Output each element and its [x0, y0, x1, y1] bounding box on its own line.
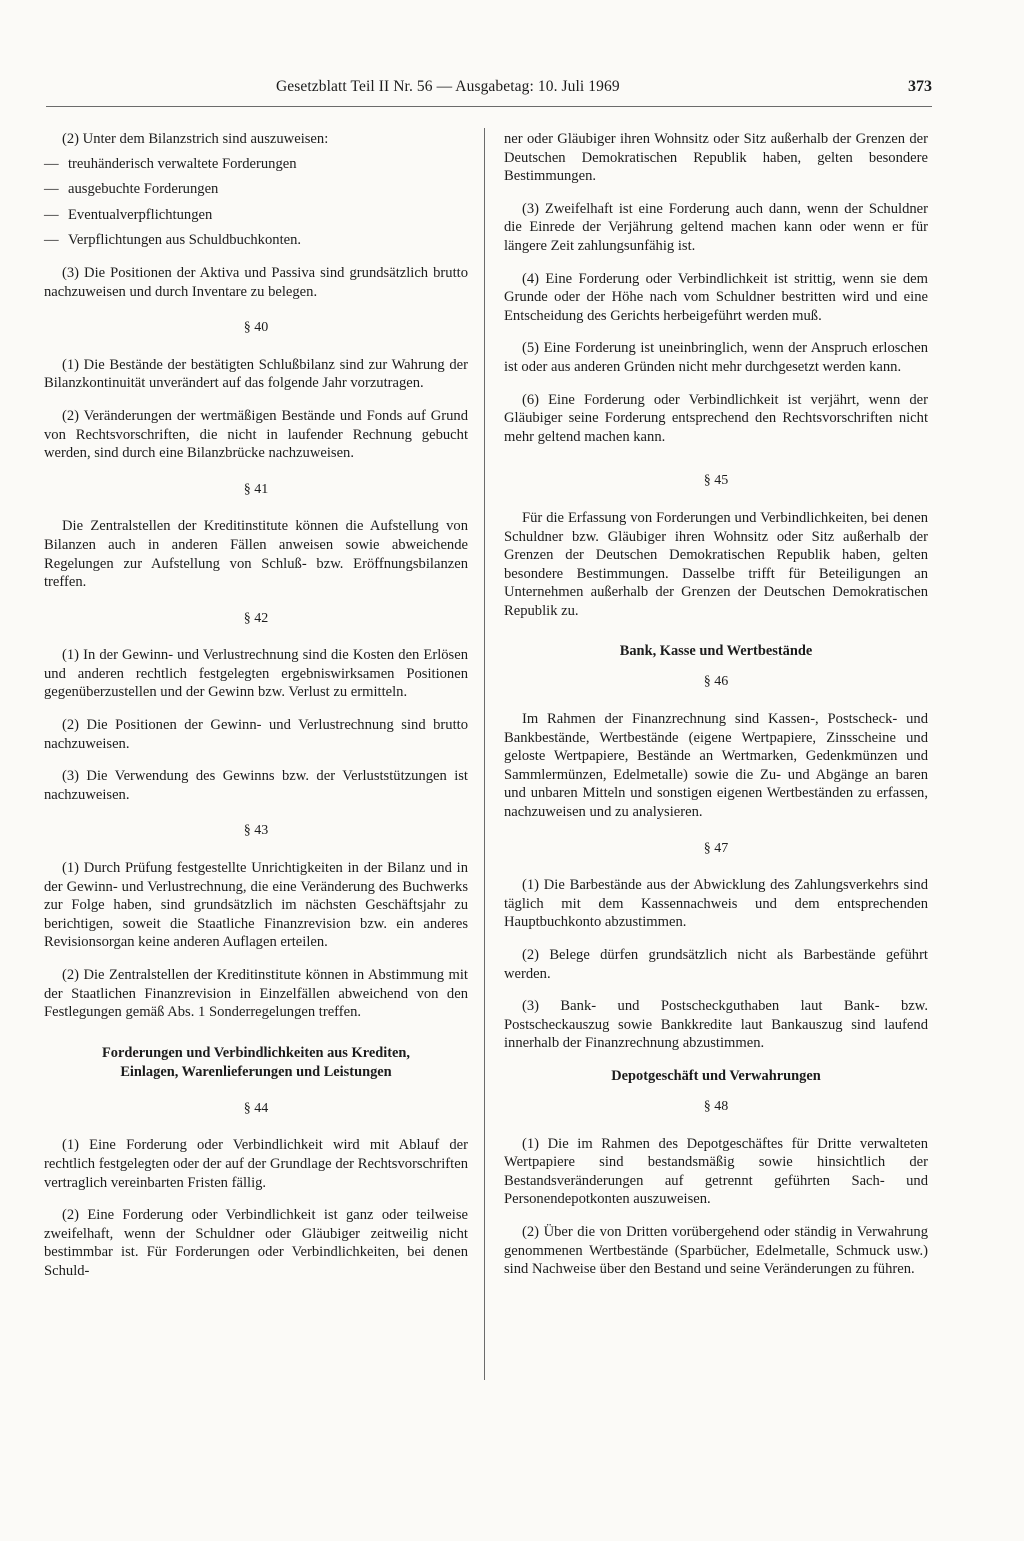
heading-line: Forderungen und Verbindlichkeiten aus Krediten, [102, 1044, 410, 1061]
section-number: § 45 [703, 473, 729, 489]
paragraph: ner oder Gläubiger ihren Wohnsitz oder Sitz außerhalb der Grenzen der Deutschen Demokratischen Republik haben, gelten besondere Bestimmungen. [504, 131, 928, 185]
section-number: § 43 [243, 823, 269, 839]
left-column [44, 130, 468, 1295]
dash-list [44, 155, 468, 250]
list-item: — Eventualverpflichtungen [44, 206, 468, 225]
paragraph: (5) Eine Forderung ist uneinbringlich, wenn der Anspruch erloschen ist oder aus anderen Gründen nicht mehr durchgesetzt werden kann. [504, 340, 928, 375]
paragraph: (1) Eine Forderung oder Verbindlichkeit wird mit Ablauf der rechtlich festgelegten oder der auf der Grundlage der Rechtsvorschriften vertraglich vereinbarten Fristen fällig. [44, 1137, 468, 1191]
section-number: § 40 [243, 320, 269, 336]
paragraph: (2) Die Zentralstellen der Kreditinstitute können in Abstimmung mit der Staatlichen Finanzrevision in Einzelfällen abweichend von den Festlegungen gemäß Abs. 1 Sonderregelungen treffen. [44, 967, 468, 1021]
paragraph: Für die Erfassung von Forderungen und Verbindlichkeiten, bei denen Schuldner bzw. Gläubiger ihren Wohnsitz oder Sitz außerhalb der Grenzen der Deutschen Demokratischen Republik haben, gelten besondere Bestimmungen. Dasselbe trifft für Beteiligungen an Unternehmen außerhalb der Grenzen der Deutschen Demokratischen Republik zu. [504, 509, 928, 619]
paragraph: (4) Eine Forderung oder Verbindlichkeit ist strittig, wenn sie dem Grunde oder der Höhe nach vom Schuldner bestritten wird und eine Entscheidung des Gerichts herbeigeführt werden muß. [504, 270, 928, 324]
section-number: § 41 [243, 481, 269, 497]
section-heading: Depotgeschäft und Verwahrungen [611, 1067, 821, 1084]
section-number: § 47 [703, 840, 729, 856]
section-number: § 44 [243, 1100, 269, 1116]
section-number: § 48 [703, 1098, 729, 1114]
paragraph: (6) Eine Forderung oder Verbindlichkeit ist verjährt, wenn der Gläubiger seine Forderung entsprechend den Rechtsvorschriften nicht mehr geltend machen kann. [504, 391, 928, 445]
paragraph: (3) Die Positionen der Aktiva und Passiva sind grundsätzlich brutto nachzuweisen und durch Inventare zu belegen. [44, 264, 468, 300]
paragraph: Im Rahmen der Finanzrechnung sind Kassen-, Postscheck- und Bankbestände, Wertbestände (eigene Wertpapiere, Zinsscheine und geloste Wertpapiere, Bestände an Wertmarken, Gedenkmünzen und Sammlermünzen, Edelmetalle) sowie die Zu- und Abgänge an baren und unbaren Mitteln und sonstigen eigenen Wertbeständen zu erfassen, nachzuweisen und zu analysieren. [504, 711, 928, 821]
paragraph: (1) Die Bestände der bestätigten Schlußbilanz sind zur Wahrung der Bilanzkontinuität unverändert auf das folgende Jahr vorzutragen. [44, 356, 468, 392]
paragraph: Die Zentralstellen der Kreditinstitute können die Aufstellung von Bilanzen auch in anderen Fällen anweisen sowie abweichende Regelungen zur Aufstellung von Schluß- bzw. Eröffnungsbilanzen treffen. [44, 518, 468, 591]
paragraph: (2) Eine Forderung oder Verbindlichkeit ist ganz oder teilweise zweifelhaft, wenn der Schuldner oder Gläubiger zeitweilig nicht bestimmbar ist. Für Forderungen oder Verbindlichkeiten, bei denen Schuld- [44, 1207, 468, 1279]
page-header [276, 78, 932, 102]
section-heading: Bank, Kasse und Wertbestände [619, 643, 813, 660]
paragraph: (2) Die Positionen der Gewinn- und Verlustrechnung sind brutto nachzuweisen. [44, 717, 468, 752]
section-number: § 42 [243, 610, 269, 626]
list-item: — treuhänderisch verwaltete Forderungen [44, 155, 468, 174]
column-divider [484, 128, 485, 1380]
list-item: — ausgebuchte Forderungen [44, 180, 468, 199]
list-item: — Verpflichtungen aus Schuldbuchkonten. [44, 231, 468, 250]
paragraph: (3) Bank- und Postscheckguthaben laut Bank- bzw. Postscheckauszug sowie Bankkredite laut Bankauszug sind laufend innerhalb der Finanzrechnung abzustimmen. [504, 998, 928, 1052]
section-number: § 46 [703, 674, 729, 690]
paragraph: (2) Belege dürfen grundsätzlich nicht als Barbestände geführt werden. [504, 947, 928, 982]
paragraph: (2) Veränderungen der wertmäßigen Bestände und Fonds auf Grund von Rechtsvorschriften, die nicht in laufender Rechnung gebucht werden, sind durch eine Bilanzbrücke nachzuweisen. [44, 407, 468, 462]
right-column [504, 130, 928, 1293]
header-title: Gesetzblatt Teil II Nr. 56 — Ausgabetag: 10. Juli 1969 [276, 78, 620, 95]
paragraph: (3) Zweifelhaft ist eine Forderung auch dann, wenn der Schuldner die Einrede der Verjährung geltend machen kann oder wenn er für längere Zeit zahlungsunfähig ist. [504, 200, 928, 254]
paragraph: (2) Über die von Dritten vorübergehend oder ständig in Verwahrung genommenen Wertbestände (Sparbücher, Edelmetalle, Schmuck usw.) sind Nachweise über den Bestand und seine Veränderungen zu führen. [504, 1223, 928, 1278]
heading-line: Einlagen, Warenlieferungen und Leistungen [120, 1063, 392, 1080]
paragraph: (1) Die im Rahmen des Depotgeschäftes für Dritte verwalteten Wertpapiere sind bestandsmäßig sowie hinsichtlich der Bestandsveränderungen auf getrennt geführten Sach- und Personendepotkonten auszuweisen. [504, 1135, 928, 1208]
page-number: 373 [908, 78, 932, 95]
paragraph: (1) Durch Prüfung festgestellte Unrichtigkeiten in der Bilanz und in der Gewinn- und Verlustrechnung, die eine Veränderung des Buchwerks zur Folge haben, sind grundsätzlich im nächsten Geschäftsjahr zu berichtigen, soweit die Staatliche Finanzrevision bzw. ein anderes Revisionsorgan keine anderen Auflagen erteilen. [44, 860, 468, 951]
paragraph: (3) Die Verwendung des Gewinns bzw. der Verluststützungen ist nachzuweisen. [44, 768, 468, 803]
section-heading [44, 1044, 468, 1082]
paragraph: (1) Die Barbestände aus der Abwicklung des Zahlungsverkehrs sind täglich mit dem Kassennachweis und dem entsprechenden Hauptbuchkonto abzustimmen. [504, 877, 928, 931]
header-rule [46, 106, 932, 107]
paragraph: (1) In der Gewinn- und Verlustrechnung sind die Kosten den Erlösen und anderen rechtlich festgelegten ergebniswirksamen Positionen gegenüberzustellen und der Gewinn bzw. Verlust zu ermitteln. [44, 647, 468, 701]
paragraph: (2) Unter dem Bilanzstrich sind auszuweisen: [62, 131, 329, 147]
